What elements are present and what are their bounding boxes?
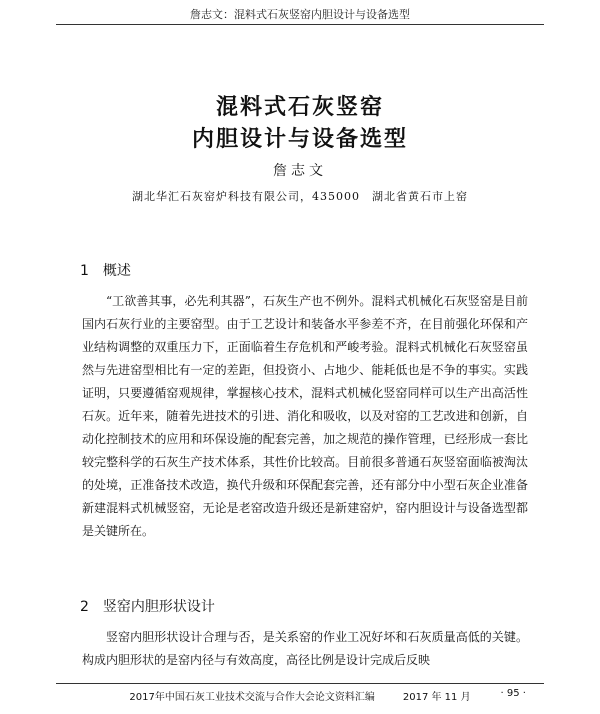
section-1-heading [80, 260, 131, 280]
page-number: · 95 · [500, 688, 526, 699]
footer [0, 688, 600, 703]
section-1-number: 1 [80, 263, 89, 279]
title-line-1: 混料式石灰竖窑 [215, 94, 384, 120]
header-rule [56, 24, 544, 25]
section-2-number: 2 [80, 599, 89, 615]
section-2-paragraph: 竖窑内胆形状设计合理与否，是关系窑的作业工况好坏和石灰质量高低的关键。构成内胆形状的是窑内径与有效高度，高径比例是设计完成后反映 [82, 630, 528, 667]
section-2-heading [80, 596, 215, 616]
running-header: 詹志文：混料式石灰竖窑内胆设计与设备选型 [190, 8, 410, 21]
footer-rule [56, 683, 544, 684]
section-1-paragraph: “工欲善其事，必先利其器”，石灰生产也不例外。混料式机械化石灰竖窑是目前国内石灰行业的主要窑型。由于工艺设计和装备水平参差不齐，在目前强化环保和产业结构调整的双重压力下，正面临着生存危机和严峻考验。混料式机械化石灰竖窑虽然与先进窑型相比有一定的差距，但投资小、占地少、能耗低也是不争的事实。实践证明，只要遵循窑观规律，掌握核心技术，混料式机械化竖窑同样可以生产出高活性石灰。近年来，随着先进技术的引进、消化和吸收，以及对窑的工艺改进和创新，自动化控制技术的应用和环保设施的配套完善，加之规范的操作管理，已经形成一套比较完整科学的石灰生产技术体系，其性价比较高。目前很多普通石灰竖窑面临被淘汰的处境，正准备技术改造，换代升级和环保配套完善，还有部分中小型石灰企业准备新建混料式机械竖窑，无论是老窑改造升级还是新建窑炉，窑内胆设计与设备选型都是关键所在。 [82, 294, 528, 538]
affiliation: 湖北华汇石灰窑炉科技有限公司，435000 湖北省黄石市上窑 [132, 190, 468, 203]
title-line-2: 内胆设计与设备选型 [191, 126, 408, 152]
footer-proceedings: 2017年中国石灰工业技术交流与合作大会论文资料汇编 [129, 692, 375, 703]
author: 詹志文 [273, 163, 327, 179]
section-1-title: 概述 [102, 263, 131, 279]
footer-date: 2017 年 11 月 [402, 692, 471, 703]
section-2-title: 竖窑内胆形状设计 [102, 599, 215, 615]
